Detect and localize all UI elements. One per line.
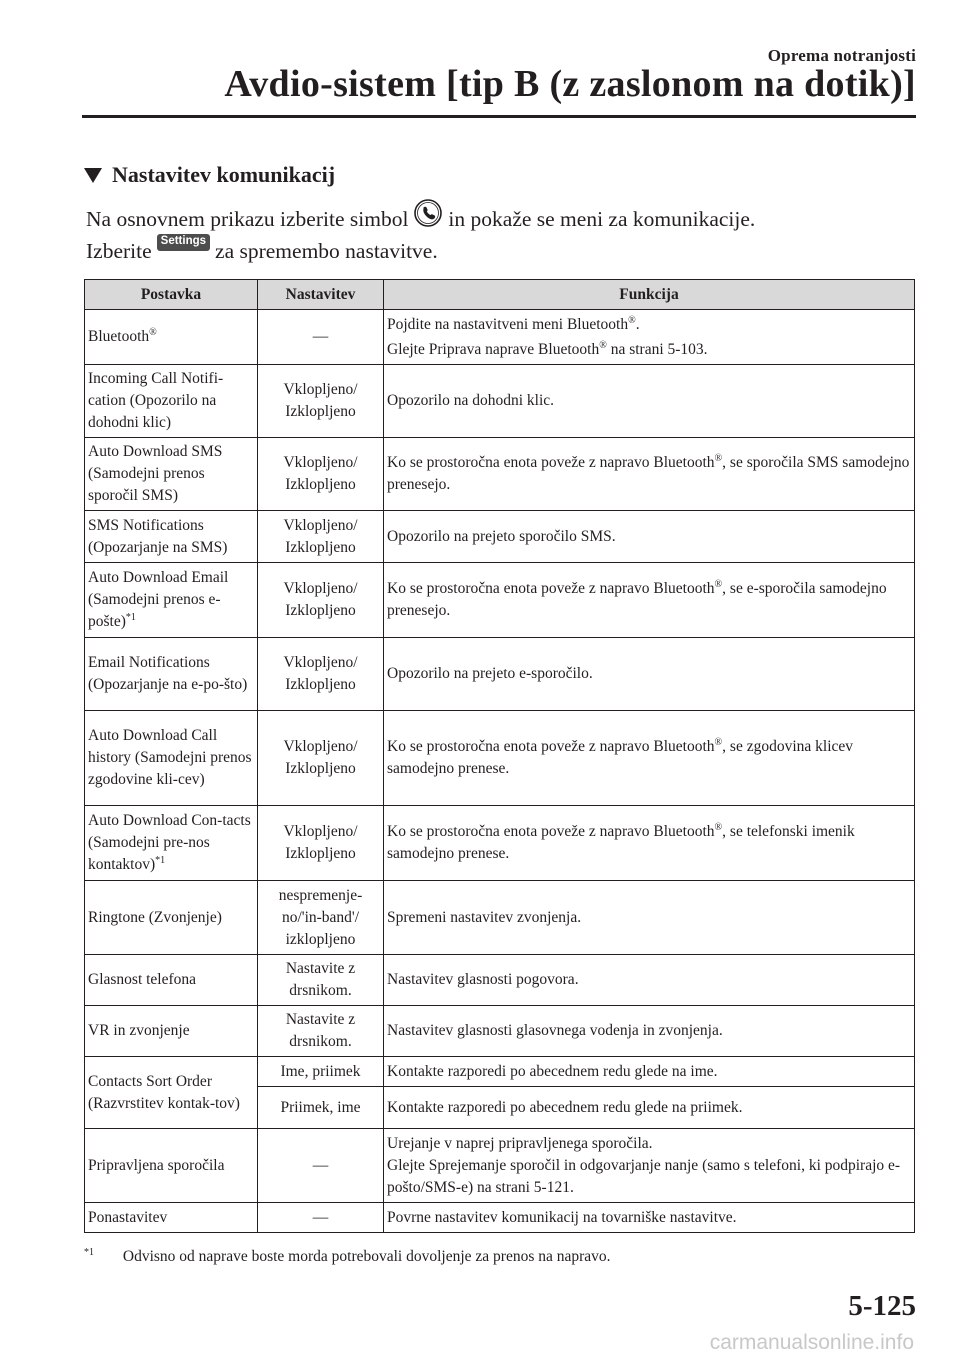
- settings-button-glyph: Settings: [157, 234, 210, 251]
- item-cell: Ringtone (Zvonjenje): [85, 881, 258, 955]
- communication-settings-table: [84, 279, 915, 1233]
- function-cell: Nastavitev glasnosti pogovora.: [384, 955, 915, 1006]
- setting-cell: Vklopljeno/ Izklopljeno: [258, 563, 384, 638]
- item-cell: Contacts Sort Order (Razvrstitev kontak-tov): [85, 1057, 258, 1129]
- item-cell: Email Notifications (Opozarjanje na e-po-što): [85, 638, 258, 711]
- setting-cell: Vklopljeno/ Izklopljeno: [258, 438, 384, 511]
- table-row: [85, 1006, 915, 1057]
- function-cell: Ko se prostoročna enota poveže z napravo Bluetooth®, se telefonski imenik samodejno prenese.: [384, 806, 915, 881]
- table-row: [85, 1057, 915, 1087]
- section-title: Nastavitev komunikacij: [112, 162, 336, 187]
- function-cell: Opozorilo na prejeto e-sporočilo.: [384, 638, 915, 711]
- item-cell: Auto Download Email (Samodejni prenos e-pošte)$^{*1}$: [85, 563, 258, 638]
- item-cell: VR in zvonjenje: [85, 1006, 258, 1057]
- function-cell: Opozorilo na dohodni klic.: [384, 365, 915, 438]
- table-row: [85, 365, 915, 438]
- function-cell: Ko se prostoročna enota poveže z napravo Bluetooth®, se sporočila SMS samodejno prenesejo.: [384, 438, 915, 511]
- function-cell: Opozorilo na prejeto sporočilo SMS.: [384, 511, 915, 563]
- item-cell: Auto Download Call history (Samodejni prenos zgodovine kli-cev): [85, 711, 258, 806]
- item-cell: Pripravljena sporočila: [85, 1129, 258, 1203]
- item-cell: Ponastavitev: [85, 1203, 258, 1233]
- function-cell: Pojdite na nastavitveni meni Bluetooth®. Glejte Priprava naprave Bluetooth® na strani 5-103.: [384, 310, 915, 365]
- function-cell: Urejanje v naprej pripravljenega sporočila. Glejte Sprejemanje sporočil in odgovarjanje nanje (samo s telefoni, ki podpirajo e-pošto/SMS-e) na strani 5-121.: [384, 1129, 915, 1203]
- function-cell: Povrne nastavitev komunikacij na tovarniške nastavitve.: [384, 1203, 915, 1233]
- page-title: Avdio-sistem [tip B (z zaslonom na dotik)]: [224, 63, 916, 105]
- setting-cell: Vklopljeno/ Izklopljeno: [258, 711, 384, 806]
- phone-icon: [413, 198, 443, 228]
- table-row: [85, 955, 915, 1006]
- footnote-text: Odvisno od naprave boste morda potrebovali dovoljenje za prenos na napravo.: [122, 1248, 611, 1266]
- table-row: [85, 511, 915, 563]
- setting-cell: Priimek, ime: [258, 1087, 384, 1129]
- intro-text: Na osnovnem prikazu izberite simbol: [86, 206, 409, 231]
- column-header: Funkcija: [384, 280, 915, 310]
- setting-cell: Nastavite z drsnikom.: [258, 955, 384, 1006]
- setting-cell: —: [258, 1203, 384, 1233]
- setting-cell: Vklopljeno/ Izklopljeno: [258, 511, 384, 563]
- setting-cell: —: [258, 310, 384, 365]
- page-number: 5-125: [848, 1290, 916, 1322]
- table-header-row: [85, 280, 915, 310]
- intro-line-1: [86, 204, 755, 234]
- item-cell: Incoming Call Notifi-cation (Opozorilo na dohodni klic): [85, 365, 258, 438]
- item-cell: Auto Download SMS (Samodejni prenos sporočil SMS): [85, 438, 258, 511]
- intro-text: za spremembo nastavitve.: [215, 239, 438, 263]
- triangle-bullet-icon: [84, 168, 102, 183]
- item-cell: Bluetooth®: [85, 310, 258, 365]
- column-header: Nastavitev: [258, 280, 384, 310]
- function-cell: Kontakte razporedi po abecednem redu glede na ime.: [384, 1057, 915, 1087]
- function-cell: Kontakte razporedi po abecednem redu glede na priimek.: [384, 1087, 915, 1129]
- table-row: [85, 1129, 915, 1203]
- intro-line-2: [86, 235, 438, 264]
- setting-cell: Vklopljeno/ Izklopljeno: [258, 638, 384, 711]
- table-row: [85, 881, 915, 955]
- intro-text: in pokaže se meni za komunikacije.: [448, 206, 756, 231]
- setting-cell: Vklopljeno/ Izklopljeno: [258, 806, 384, 881]
- function-cell: Spremeni nastavitev zvonjenja.: [384, 881, 915, 955]
- item-cell: Auto Download Con-tacts (Samodejni pre-nos kontaktov)$^{*1}$: [85, 806, 258, 881]
- section-heading: [84, 162, 335, 188]
- table-row: [85, 310, 915, 365]
- setting-cell: —: [258, 1129, 384, 1203]
- function-cell: Nastavitev glasnosti glasovnega vodenja in zvonjenja.: [384, 1006, 915, 1057]
- table-row: [85, 711, 915, 806]
- item-cell: Glasnost telefona: [85, 955, 258, 1006]
- footnote-mark: *1: [84, 1247, 94, 1258]
- setting-cell: Nastavite z drsnikom.: [258, 1006, 384, 1057]
- intro-text: Izberite: [86, 239, 152, 263]
- item-cell: SMS Notifications (Opozarjanje na SMS): [85, 511, 258, 563]
- footnote: [84, 1247, 611, 1266]
- chapter-label: Oprema notranjosti: [767, 46, 916, 65]
- table-row: [85, 438, 915, 511]
- setting-cell: nespremenje-no/'in-band'/ izklopljeno: [258, 881, 384, 955]
- table-row: [85, 806, 915, 881]
- setting-cell: Vklopljeno/ Izklopljeno: [258, 365, 384, 438]
- table-row: [85, 1203, 915, 1233]
- function-cell: Ko se prostoročna enota poveže z napravo Bluetooth®, se e-sporočila samodejno prenesejo.: [384, 563, 915, 638]
- table-row: [85, 638, 915, 711]
- header-rule: [82, 115, 916, 118]
- setting-cell: Ime, priimek: [258, 1057, 384, 1087]
- table-row: [85, 563, 915, 638]
- watermark: carmanualsonline.info: [709, 1331, 914, 1354]
- column-header: Postavka: [85, 280, 258, 310]
- function-cell: Ko se prostoročna enota poveže z napravo Bluetooth®, se zgodovina klicev samodejno prenese.: [384, 711, 915, 806]
